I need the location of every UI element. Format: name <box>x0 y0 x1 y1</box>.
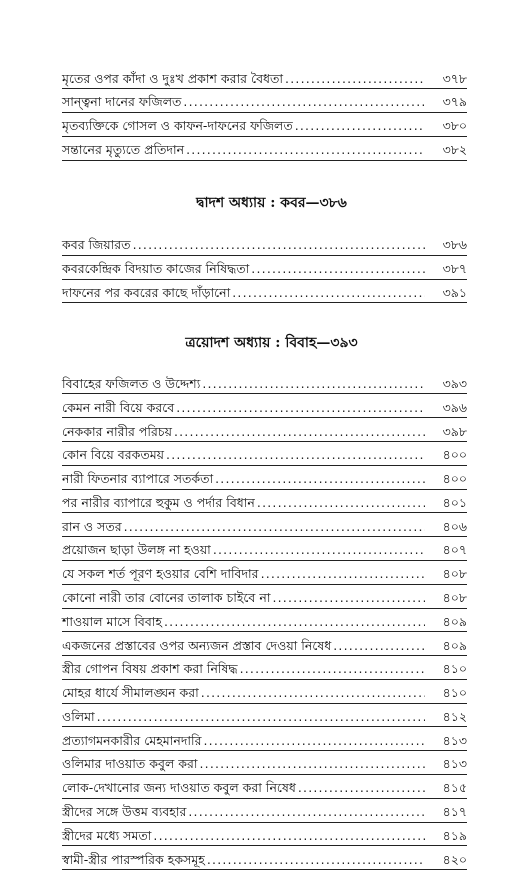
leader-dots <box>133 239 425 252</box>
toc-entry-title: যে সকল শর্ত পূরণ হওয়ার বেশি দাবিদার <box>62 566 259 582</box>
toc-entry <box>62 371 467 394</box>
toc-entry <box>62 823 467 846</box>
toc-entry-page: ৪০০ <box>442 471 467 487</box>
toc-entry <box>62 443 467 466</box>
toc-entry-title: কোন বিয়ে বরকতময় <box>62 447 165 463</box>
toc-entry-title: স্ত্রীদের মধ্যে সমতা <box>62 827 152 843</box>
leader-dots <box>232 287 425 300</box>
toc-entry-page: ৪১৭ <box>442 804 467 820</box>
leader-dots <box>203 735 425 748</box>
toc-entry-title: মোহর ধার্যে সীমালঙ্ঘন করা <box>62 685 199 701</box>
toc-entry-title: স্ত্রীদের সঙ্গে উত্তম ব্যবহার <box>62 804 187 820</box>
toc-entry <box>62 680 467 703</box>
toc-entry-page: ৪১৫ <box>442 780 467 796</box>
toc-entry <box>62 419 467 442</box>
toc-entry <box>62 137 467 160</box>
toc-entry-page: ৩৭৯ <box>442 94 467 110</box>
leader-dots <box>201 687 425 700</box>
toc-entry-page: ৩৮৬ <box>442 237 467 253</box>
toc-section-chapter-12 <box>62 233 467 304</box>
toc-entry-page: ৩৯৬ <box>442 399 467 415</box>
toc-entry-page: ৩৯১ <box>442 284 467 300</box>
leader-dots <box>207 854 425 867</box>
toc-entry-page: ৩৮২ <box>442 142 467 158</box>
toc-entry <box>62 490 467 513</box>
toc-entry <box>62 562 467 585</box>
toc-entry-title: দাফনের পর কবরের কাছে দাঁড়ানো <box>62 284 231 300</box>
toc-entry-page: ৪০১ <box>442 494 467 510</box>
leader-dots <box>183 96 425 109</box>
chapter-heading: দ্বাদশ অধ্যায় : কবর—৩৮৬ <box>196 194 347 211</box>
toc-entry-page: ৪০০ <box>442 447 467 463</box>
toc-entry <box>62 776 467 799</box>
table-of-contents <box>62 66 467 871</box>
leader-dots <box>285 73 425 86</box>
toc-entry-page: ৪১০ <box>442 661 467 677</box>
leader-dots <box>261 568 425 581</box>
leader-dots <box>188 806 425 819</box>
toc-entry-title: পর নারীর ব্যাপারে হুকুম ও পর্দার বিধান <box>62 494 255 510</box>
toc-entry-title: নেককার নারীর পরিচয় <box>62 423 172 439</box>
toc-entry-page: ৪০৮ <box>442 566 467 582</box>
toc-section-continued <box>62 66 467 161</box>
toc-entry-page: ৩৯৩ <box>442 375 467 391</box>
toc-entry <box>62 609 467 632</box>
toc-entry-page: ৪০৭ <box>442 542 467 558</box>
toc-entry-title: প্রত্যাগমনকারীর মেহমানদারি <box>62 732 202 748</box>
leader-dots <box>298 782 425 795</box>
leader-dots <box>164 616 425 629</box>
toc-entry-page: ৪১০ <box>442 685 467 701</box>
toc-entry-page: ৪০৬ <box>442 518 467 534</box>
leader-dots <box>124 521 425 534</box>
leader-dots <box>202 378 425 391</box>
toc-entry-title: সান্ত্বনা দানের ফজিলত <box>62 94 182 110</box>
toc-entry <box>62 728 467 751</box>
leader-dots <box>199 758 425 771</box>
toc-entry-title: ওলিমা <box>62 708 95 724</box>
toc-entry <box>62 752 467 775</box>
leader-dots <box>295 120 425 133</box>
toc-entry <box>62 233 467 256</box>
toc-entry-title: স্বামী-স্ত্রীর পারস্পরিক হকসমূহ <box>62 851 205 867</box>
leader-dots <box>333 640 425 653</box>
leader-dots <box>240 663 425 676</box>
toc-entry-page: ৪১৩ <box>442 756 467 772</box>
toc-entry <box>62 66 467 89</box>
toc-entry <box>62 280 467 303</box>
toc-entry <box>62 256 467 279</box>
toc-entry-page: ৩৮০ <box>442 118 467 134</box>
toc-entry-title: শাওয়াল মাসে বিবাহ <box>62 613 162 629</box>
leader-dots <box>176 402 425 415</box>
toc-entry-title: সন্তানের মৃত্যুতে প্রতিদান <box>62 142 185 158</box>
toc-entry-page: ৪১৯ <box>442 827 467 843</box>
toc-entry-title: কোনো নারী তার বোনের তালাক চাইবে না <box>62 590 271 605</box>
toc-entry <box>62 704 467 727</box>
leader-dots <box>166 449 425 462</box>
leader-dots <box>272 592 425 605</box>
toc-entry-page: ৪০৯ <box>442 637 467 653</box>
toc-entry-title: রান ও সতর <box>62 518 122 534</box>
toc-entry-page: ৪১২ <box>442 708 467 724</box>
toc-entry-title: একজনের প্রস্তাবের ওপর অন্যজন প্রস্তাব দেওয়া নিষেধ <box>62 637 332 653</box>
toc-entry-page: ৪১৩ <box>442 732 467 748</box>
toc-entry-title: কবরকেন্দ্রিক বিদয়াত কাজের নিষিদ্ধতা <box>62 261 250 276</box>
toc-entry <box>62 799 467 822</box>
toc-entry-page: ৩৭৮ <box>442 70 467 86</box>
toc-section-chapter-13 <box>62 371 467 870</box>
toc-entry-page: ৪০৯ <box>442 613 467 629</box>
toc-entry-title: বিবাহের ফজিলত ও উদ্দেশ্য <box>62 375 201 391</box>
toc-entry <box>62 538 467 561</box>
leader-dots <box>251 263 425 276</box>
toc-entry-title: মৃতব্যক্তিকে গোসল ও কাফন-দাফনের ফজিলত <box>62 118 293 134</box>
leader-dots <box>257 497 425 510</box>
toc-entry <box>62 633 467 656</box>
toc-entry <box>62 90 467 113</box>
toc-entry <box>62 466 467 489</box>
toc-entry-title: লোক-দেখানোর জন্য দাওয়াত কবুল করা নিষেধ <box>62 780 296 796</box>
toc-entry <box>62 847 467 870</box>
toc-entry-title: নারী ফিতনার ব্যাপারে সতর্কতা <box>62 471 214 487</box>
toc-entry-title: স্ত্রীর গোপন বিষয় প্রকাশ করা নিষিদ্ধ <box>62 661 238 677</box>
toc-entry-title: কবর জিয়ারত <box>62 237 131 253</box>
leader-dots <box>153 830 425 843</box>
toc-entry <box>62 657 467 680</box>
chapter-heading: ত্রয়োদশ অধ্যায় : বিবাহ—৩৯৩ <box>185 335 358 352</box>
toc-entry-page: ৩৮৭ <box>442 261 467 276</box>
toc-entry <box>62 114 467 137</box>
toc-entry-page: ৪২০ <box>442 851 467 867</box>
leader-dots <box>174 426 425 439</box>
toc-entry-page: ৩৯৮ <box>442 423 467 439</box>
toc-entry-page: ৪০৮ <box>442 590 467 605</box>
toc-entry <box>62 514 467 537</box>
leader-dots <box>97 711 425 724</box>
toc-entry-title: ওলিমার দাওয়াত কবুল করা <box>62 756 198 772</box>
toc-entry-title: কেমন নারী বিয়ে করবে <box>62 399 175 415</box>
leader-dots <box>213 544 425 557</box>
toc-entry <box>62 585 467 608</box>
leader-dots <box>215 473 425 486</box>
toc-entry-title: প্রয়োজন ছাড়া উলঙ্গ না হওয়া <box>62 542 211 558</box>
toc-entry-title: মৃতের ওপর কাঁদা ও দুঃখ প্রকাশ করার বৈধতা <box>62 70 284 86</box>
leader-dots <box>186 144 425 157</box>
toc-entry <box>62 395 467 418</box>
